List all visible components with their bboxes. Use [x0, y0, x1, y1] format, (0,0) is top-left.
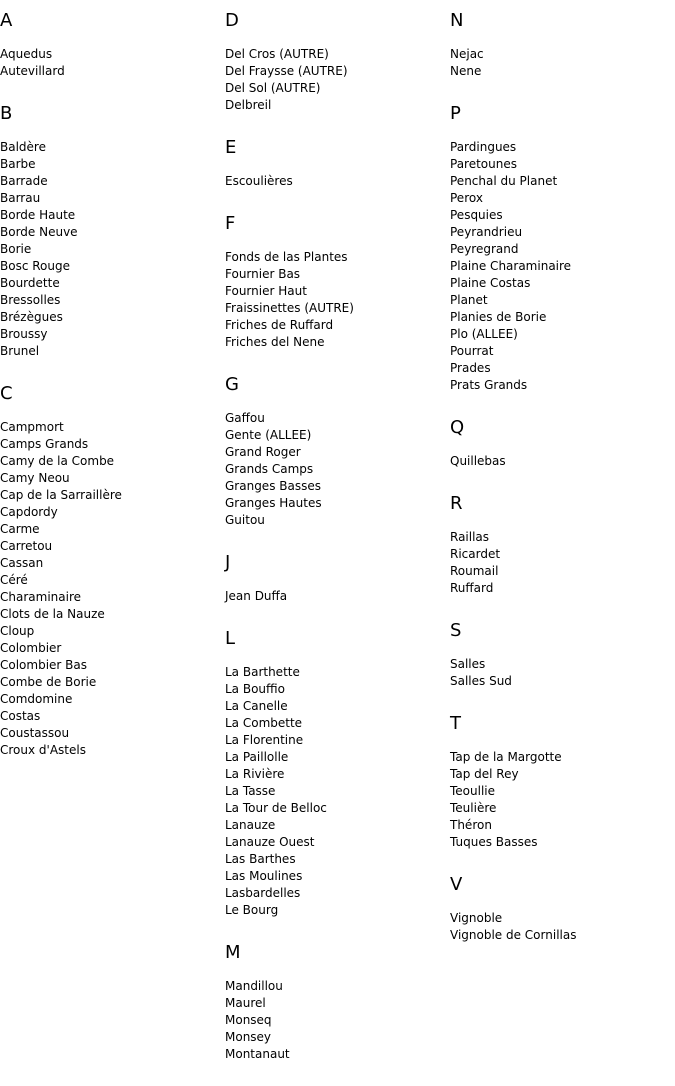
letter-section: [0, 103, 220, 360]
street-link[interactable]: Clots de la Nauze: [0, 607, 105, 621]
street-link[interactable]: Plo (ALLEE): [450, 327, 518, 341]
street-link[interactable]: Prades: [450, 361, 491, 375]
street-link[interactable]: Grands Camps: [225, 462, 314, 476]
letter-heading: V: [450, 874, 463, 895]
street-link[interactable]: Brunel: [0, 344, 40, 358]
letter-heading: R: [450, 493, 463, 514]
letter-heading: D: [225, 10, 239, 31]
street-link[interactable]: Friches del Nene: [225, 335, 325, 349]
letter-heading: G: [225, 374, 239, 395]
street-link[interactable]: Granges Basses: [225, 479, 321, 493]
street-link[interactable]: Peyregrand: [450, 242, 519, 256]
street-link[interactable]: Barbe: [0, 157, 36, 171]
letter-section: [450, 493, 670, 597]
letter-section: [225, 374, 445, 529]
street-link[interactable]: Carretou: [0, 539, 53, 553]
street-link[interactable]: Cassan: [0, 556, 44, 570]
letter-heading: E: [225, 137, 237, 158]
letter-section: [0, 383, 220, 759]
street-link[interactable]: Planet: [450, 293, 488, 307]
street-link[interactable]: Capdordy: [0, 505, 58, 519]
street-list: [450, 656, 670, 690]
street-link[interactable]: Teoullie: [450, 784, 496, 798]
street-link[interactable]: Ricardet: [450, 547, 501, 561]
street-link[interactable]: Las Barthes: [225, 852, 296, 866]
street-link[interactable]: Ruffard: [450, 581, 494, 595]
street-link[interactable]: Pesquies: [450, 208, 503, 222]
letter-section: [225, 10, 445, 114]
letter-section: [450, 713, 670, 851]
street-link[interactable]: Vignoble de Cornillas: [450, 928, 577, 942]
street-list: [450, 749, 670, 851]
street-link[interactable]: Peyrandrieu: [450, 225, 523, 239]
street-link[interactable]: Plaine Costas: [450, 276, 531, 290]
street-link[interactable]: Gente (ALLEE): [225, 428, 312, 442]
street-list: [450, 453, 670, 470]
street-link[interactable]: Aquedus: [0, 47, 53, 61]
letter-section: [450, 10, 670, 80]
street-link[interactable]: Gaffou: [225, 411, 265, 425]
street-link[interactable]: Charaminaire: [0, 590, 81, 604]
street-link[interactable]: Borde Haute: [0, 208, 76, 222]
letter-section: [450, 417, 670, 470]
letter-heading: A: [0, 10, 13, 31]
street-link[interactable]: Nejac: [450, 47, 484, 61]
street-link[interactable]: Croux d'Astels: [0, 743, 86, 757]
street-link[interactable]: La Barthette: [225, 665, 300, 679]
street-link[interactable]: Camy de la Combe: [0, 454, 115, 468]
street-list: [225, 173, 445, 190]
street-link[interactable]: Bosc Rouge: [0, 259, 70, 273]
letter-section: [225, 552, 445, 605]
street-link[interactable]: Lanauze: [225, 818, 276, 832]
letter-section: [225, 628, 445, 919]
letter-heading: P: [450, 103, 461, 124]
letter-section: [225, 137, 445, 190]
street-link[interactable]: Grand Roger: [225, 445, 301, 459]
street-link[interactable]: Lanauze Ouest: [225, 835, 315, 849]
street-link[interactable]: Delbreil: [225, 98, 272, 112]
street-link[interactable]: Vignoble: [450, 911, 503, 925]
street-link[interactable]: Barrade: [0, 174, 48, 188]
street-list: [0, 419, 220, 759]
street-link[interactable]: Las Moulines: [225, 869, 303, 883]
street-link[interactable]: Jean Duffa: [225, 589, 288, 603]
street-link[interactable]: Bressolles: [0, 293, 61, 307]
street-list: [225, 46, 445, 114]
index-column-3: [450, 10, 670, 967]
letter-section: [225, 942, 445, 1063]
street-link[interactable]: Monseq: [225, 1013, 272, 1027]
letter-heading: S: [450, 620, 462, 641]
street-link[interactable]: Tuques Basses: [450, 835, 538, 849]
street-link[interactable]: Pardingues: [450, 140, 517, 154]
letter-heading: C: [0, 383, 13, 404]
street-list: [225, 410, 445, 529]
street-link[interactable]: Salles: [450, 657, 486, 671]
street-link[interactable]: Fonds de las Plantes: [225, 250, 348, 264]
street-link[interactable]: La Tasse: [225, 784, 276, 798]
street-link[interactable]: La Bouffio: [225, 682, 285, 696]
street-list: [450, 139, 670, 394]
letter-section: [0, 10, 220, 80]
letter-section: [450, 620, 670, 690]
street-link[interactable]: Pourrat: [450, 344, 494, 358]
street-list: [450, 529, 670, 597]
street-link[interactable]: Borie: [0, 242, 32, 256]
street-list: [225, 664, 445, 919]
index-column-2: [225, 10, 445, 1086]
street-link[interactable]: Prats Grands: [450, 378, 528, 392]
street-link[interactable]: Cloup: [0, 624, 35, 638]
street-link[interactable]: Del Sol (AUTRE): [225, 81, 321, 95]
street-list: [450, 910, 670, 944]
street-link[interactable]: Planies de Borie: [450, 310, 547, 324]
letter-section: [450, 874, 670, 944]
street-link[interactable]: Camy Neou: [0, 471, 70, 485]
street-link[interactable]: Colombier Bas: [0, 658, 88, 672]
letter-heading: J: [225, 552, 231, 573]
street-link[interactable]: Perox: [450, 191, 483, 205]
street-link[interactable]: Paretounes: [450, 157, 517, 171]
street-link[interactable]: Broussy: [0, 327, 48, 341]
street-link[interactable]: La Canelle: [225, 699, 288, 713]
street-link[interactable]: Camps Grands: [0, 437, 89, 451]
street-list: [0, 46, 220, 80]
index-column-1: [0, 10, 220, 782]
street-link[interactable]: Autevillard: [0, 64, 65, 78]
street-link[interactable]: Borde Neuve: [0, 225, 78, 239]
street-link[interactable]: Del Fraysse (AUTRE): [225, 64, 348, 78]
street-link[interactable]: Escoulières: [225, 174, 293, 188]
street-link[interactable]: Fournier Haut: [225, 284, 307, 298]
street-link[interactable]: Raillas: [450, 530, 490, 544]
street-link[interactable]: Comdomine: [0, 692, 73, 706]
street-link[interactable]: Baldère: [0, 140, 46, 154]
street-link[interactable]: Combe de Borie: [0, 675, 97, 689]
street-link[interactable]: Le Bourg: [225, 903, 279, 917]
street-list: [225, 978, 445, 1063]
letter-heading: F: [225, 213, 236, 234]
letter-heading: T: [450, 713, 461, 734]
street-link[interactable]: Fraissinettes (AUTRE): [225, 301, 354, 315]
street-link[interactable]: Nene: [450, 64, 482, 78]
street-link[interactable]: Campmort: [0, 420, 64, 434]
street-link[interactable]: Carme: [0, 522, 40, 536]
street-link[interactable]: Guitou: [225, 513, 265, 527]
letter-heading: N: [450, 10, 464, 31]
street-link[interactable]: Mandillou: [225, 979, 283, 993]
street-link[interactable]: Teulière: [450, 801, 497, 815]
street-list: [450, 46, 670, 80]
street-link[interactable]: Cap de la Sarraillère: [0, 488, 122, 502]
street-link[interactable]: Quillebas: [450, 454, 506, 468]
street-list: [225, 588, 445, 605]
street-list: [225, 249, 445, 351]
street-link[interactable]: Monsey: [225, 1030, 272, 1044]
street-link[interactable]: Tap de la Margotte: [450, 750, 562, 764]
street-link[interactable]: La Florentine: [225, 733, 304, 747]
letter-section: [450, 103, 670, 394]
letter-heading: M: [225, 942, 241, 963]
street-link[interactable]: Friches de Ruffard: [225, 318, 334, 332]
letter-heading: Q: [450, 417, 465, 438]
street-list: [0, 139, 220, 360]
street-link[interactable]: Montanaut: [225, 1047, 290, 1061]
street-link[interactable]: Céré: [0, 573, 28, 587]
street-link[interactable]: La Combette: [225, 716, 303, 730]
street-link[interactable]: Colombier: [0, 641, 62, 655]
letter-heading: B: [0, 103, 13, 124]
street-link[interactable]: Roumail: [450, 564, 499, 578]
letter-section: [225, 213, 445, 351]
street-link[interactable]: Coustassou: [0, 726, 70, 740]
street-link[interactable]: Brézègues: [0, 310, 63, 324]
street-link[interactable]: La Rivière: [225, 767, 285, 781]
street-link[interactable]: Fournier Bas: [225, 267, 301, 281]
street-link[interactable]: La Tour de Belloc: [225, 801, 327, 815]
street-link[interactable]: Granges Hautes: [225, 496, 322, 510]
street-link[interactable]: Tap del Rey: [450, 767, 519, 781]
street-link[interactable]: Lasbardelles: [225, 886, 301, 900]
street-link[interactable]: Maurel: [225, 996, 266, 1010]
street-link[interactable]: Théron: [450, 818, 492, 832]
street-link[interactable]: Bourdette: [0, 276, 60, 290]
street-link[interactable]: Costas: [0, 709, 41, 723]
street-link[interactable]: Salles Sud: [450, 674, 512, 688]
letter-heading: L: [225, 628, 236, 649]
street-link[interactable]: La Paillolle: [225, 750, 289, 764]
street-link[interactable]: Penchal du Planet: [450, 174, 558, 188]
street-link[interactable]: Barrau: [0, 191, 41, 205]
street-link[interactable]: Plaine Charaminaire: [450, 259, 572, 273]
street-link[interactable]: Del Cros (AUTRE): [225, 47, 329, 61]
